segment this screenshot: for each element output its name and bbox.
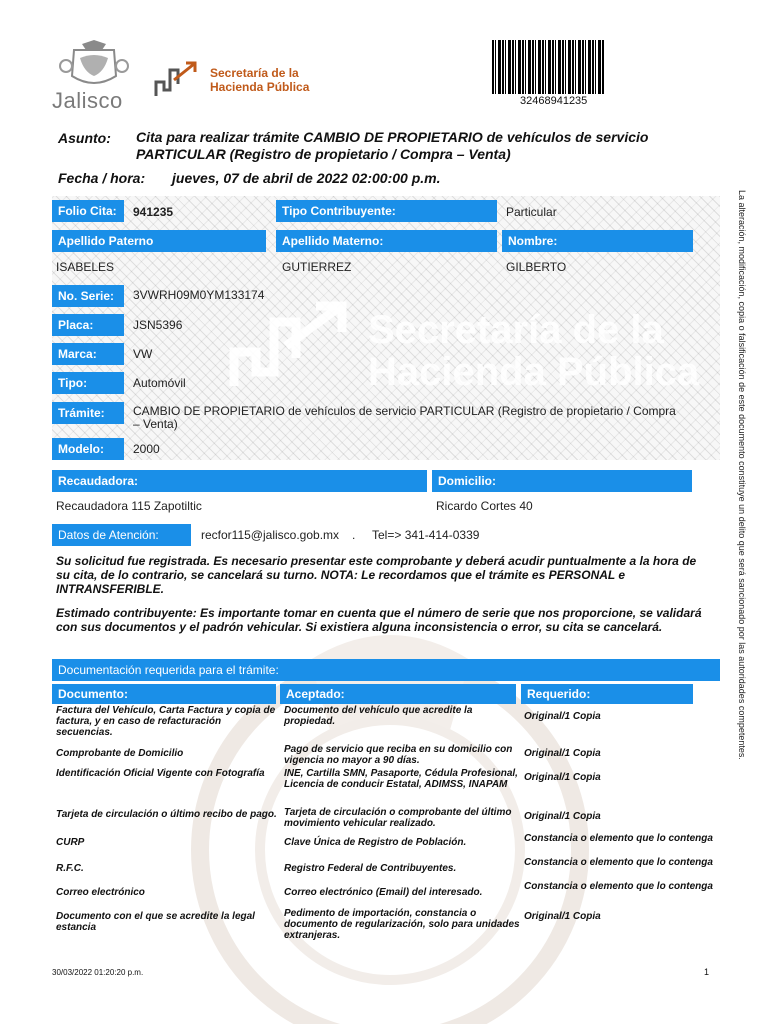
domicilio-value: Ricardo Cortes 40 bbox=[436, 499, 533, 513]
folio-value: 941235 bbox=[133, 205, 174, 219]
note-registrada: Su solicitud fue registrada. Es necesario presentar este comprobante y deberá acudir puntualmente a la hora de su cita, de lo contrario, se cancelará su turno. NOTA: Le recordamos que el trámite es PERSONAL e INTRANSFERIBLE. bbox=[56, 554, 697, 596]
tipo-label: Tipo: bbox=[52, 372, 124, 394]
requerido-cell: Constancia o elemento que lo contenga bbox=[524, 833, 713, 844]
docs-header-documento: Documento: bbox=[52, 684, 276, 704]
modelo-value: 2000 bbox=[133, 442, 160, 456]
doc-cell: Comprobante de Domicilio bbox=[56, 748, 184, 759]
barcode-number: 32468941235 bbox=[520, 95, 588, 107]
placa-value: JSN5396 bbox=[133, 318, 183, 332]
requerido-cell: Constancia o elemento que lo contenga bbox=[524, 881, 713, 892]
asunto-line1: Cita para realizar trámite CAMBIO DE PROPIETARIO de vehículos de servicio bbox=[136, 129, 649, 145]
requerido-cell: Original/1 Copia bbox=[524, 748, 601, 759]
tipo-contribuyente-value: Particular bbox=[506, 205, 557, 219]
serie-label: No. Serie: bbox=[52, 285, 124, 307]
tramite-label: Trámite: bbox=[52, 402, 124, 424]
table-row bbox=[52, 768, 720, 806]
domicilio-label: Domicilio: bbox=[432, 470, 692, 492]
aceptado-cell: Tarjeta de circulación o comprobante del último movimiento vehicular realizado. bbox=[284, 807, 512, 829]
apellido-paterno-value: ISABELES bbox=[56, 260, 115, 274]
marca-label: Marca: bbox=[52, 343, 124, 365]
watermark-line1: Secretaría de la bbox=[368, 308, 664, 352]
doc-cell: Tarjeta de circulación o último recibo de pago. bbox=[56, 809, 277, 820]
secretaria-logo-line1: Secretaría de la bbox=[210, 66, 299, 80]
coat-of-arms-icon bbox=[52, 40, 136, 90]
recaudadora-label: Recaudadora: bbox=[52, 470, 427, 492]
requerido-cell: Original/1 Copia bbox=[524, 811, 601, 822]
folio-label: Folio Cita: bbox=[52, 200, 124, 222]
secretaria-logo-line2: Hacienda Pública bbox=[210, 80, 310, 94]
table-row bbox=[52, 807, 720, 833]
placa-label: Placa: bbox=[52, 314, 124, 336]
tipo-value: Automóvil bbox=[133, 376, 186, 390]
secretaria-chart-icon bbox=[154, 60, 198, 98]
docs-title: Documentación requerida para el trámite: bbox=[52, 659, 720, 681]
apellido-materno-label: Apellido Materno: bbox=[276, 230, 497, 252]
table-row bbox=[52, 705, 720, 743]
note-estimado: Estimado contribuyente: Es importante tomar en cuenta que el número de serie que nos proporcione, se validará con sus documentos y el padrón vehicular. Si existiera alguna inconsistencia o error, su cita se cancelará. bbox=[56, 606, 702, 634]
atencion-email[interactable]: recfor115@jalisco.gob.mx bbox=[201, 528, 340, 542]
footer-page-number: 1 bbox=[704, 967, 710, 977]
doc-cell: Identificación Oficial Vigente con Fotografía bbox=[56, 768, 265, 779]
atencion-separator: . bbox=[352, 528, 356, 542]
aceptado-cell: Pedimento de importación, constancia o documento de regularización, solo para unidades extranjeras. bbox=[284, 908, 520, 941]
table-row bbox=[52, 833, 720, 857]
marca-value: VW bbox=[133, 347, 153, 361]
nombre-label: Nombre: bbox=[502, 230, 693, 252]
docs-header-aceptado: Aceptado: bbox=[280, 684, 516, 704]
doc-cell: Documento con el que se acredite la legal estancia bbox=[56, 911, 255, 933]
modelo-label: Modelo: bbox=[52, 438, 124, 460]
doc-cell: Factura del Vehículo, Carta Factura y copia de factura, y en caso de refacturación secuencias. bbox=[56, 705, 276, 738]
nombre-value: GILBERTO bbox=[506, 260, 567, 274]
barcode bbox=[492, 40, 604, 94]
doc-cell: CURP bbox=[56, 837, 85, 848]
atencion-label: Datos de Atención: bbox=[52, 524, 191, 546]
aceptado-cell: Pago de servicio que reciba en su domicilio con vigencia no mayor a 90 días. bbox=[284, 744, 513, 766]
aceptado-cell: Documento del vehículo que acredite la propiedad. bbox=[284, 705, 473, 727]
watermark-chart-icon bbox=[228, 300, 358, 390]
table-row bbox=[52, 744, 720, 768]
watermark-line2: Hacienda Pública bbox=[368, 350, 700, 394]
asunto-label: Asunto: bbox=[58, 130, 111, 146]
fecha-value: jueves, 07 de abril de 2022 02:00:00 p.m. bbox=[172, 170, 441, 186]
requerido-cell: Original/1 Copia bbox=[524, 772, 601, 783]
tramite-value-line2: – Venta) bbox=[133, 417, 178, 431]
aceptado-cell: Correo electrónico (Email) del interesado. bbox=[284, 887, 483, 898]
side-legal-note: La alteración, modificación, copia o falsificación de este documento constituye un delito que será sancionado por las autoridades competentes. bbox=[737, 190, 747, 760]
aceptado-cell: Clave Única de Registro de Población. bbox=[284, 837, 467, 848]
serie-value: 3VWRH09M0YM133174 bbox=[133, 288, 265, 302]
tramite-value-line1: CAMBIO DE PROPIETARIO de vehículos de servicio PARTICULAR (Registro de propietario / Compra bbox=[133, 404, 676, 418]
jalisco-logo-text: Jalisco bbox=[52, 88, 123, 113]
aceptado-cell: Registro Federal de Contribuyentes. bbox=[284, 863, 457, 874]
atencion-tel: Tel=> 341-414-0339 bbox=[372, 528, 480, 542]
table-row bbox=[52, 857, 720, 881]
requerido-cell: Original/1 Copia bbox=[524, 711, 601, 722]
requerido-cell: Constancia o elemento que lo contenga bbox=[524, 857, 713, 868]
doc-cell: R.F.C. bbox=[56, 863, 84, 874]
table-row bbox=[52, 908, 720, 946]
apellido-materno-value: GUTIERREZ bbox=[282, 260, 352, 274]
requerido-cell: Original/1 Copia bbox=[524, 911, 601, 922]
footer-timestamp: 30/03/2022 01:20:20 p.m. bbox=[52, 968, 144, 977]
jalisco-logo bbox=[52, 40, 136, 112]
tipo-contribuyente-label: Tipo Contribuyente: bbox=[276, 200, 497, 222]
aceptado-cell: INE, Cartilla SMN, Pasaporte, Cédula Profesional, Licencia de conducir Estatal, ADIMSS, INAPAM bbox=[284, 768, 518, 790]
apellido-paterno-label: Apellido Paterno bbox=[52, 230, 266, 252]
docs-header-requerido: Requerido: bbox=[521, 684, 693, 704]
doc-cell: Correo electrónico bbox=[56, 887, 145, 898]
recaudadora-value: Recaudadora 115 Zapotiltic bbox=[56, 499, 202, 513]
asunto-line2: PARTICULAR (Registro de propietario / Compra – Venta) bbox=[136, 146, 511, 162]
table-row bbox=[52, 881, 720, 905]
fecha-label: Fecha / hora: bbox=[58, 170, 146, 186]
